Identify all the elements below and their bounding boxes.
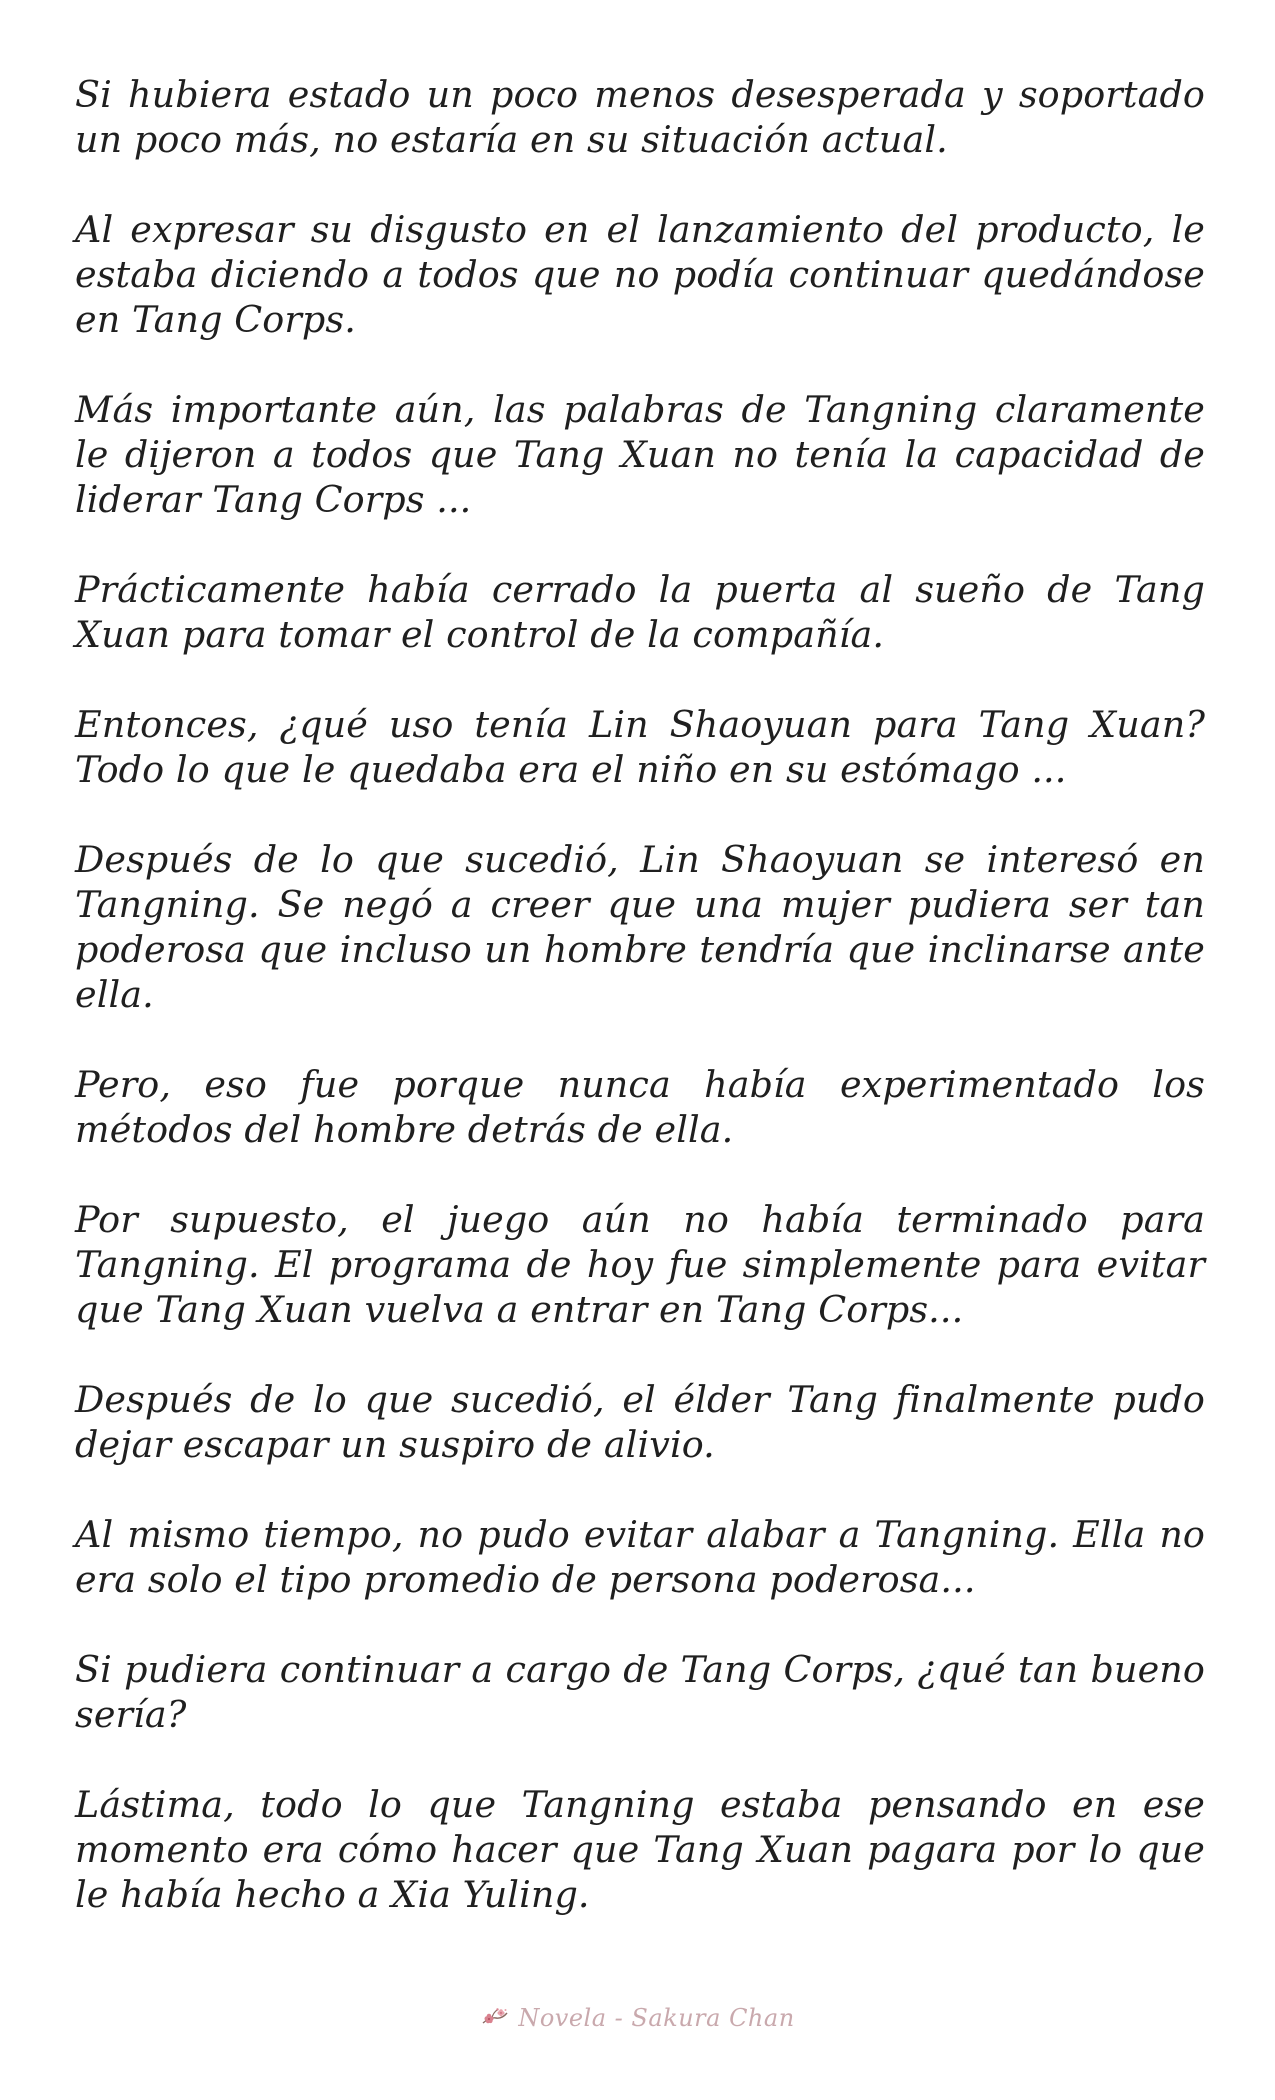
paragraph-5: Entonces, ¿qué uso tenía Lin Shaoyuan para Tang Xuan? Todo lo que le quedaba era el niño en su estómago ... [75,703,1205,791]
text-column [75,72,1205,1962]
paragraph-8: Por supuesto, el juego aún no había terminado para Tangning. El programa de hoy fue simplemente para evitar que Tang Xuan vuelva a entrar en Tang Corps... [75,1198,1205,1331]
paragraph-10: Al mismo tiempo, no pudo evitar alabar a Tangning. Ella no era solo el tipo promedio de persona poderosa... [75,1513,1205,1601]
paragraph-12: Lástima, todo lo que Tangning estaba pensando en ese momento era cómo hacer que Tang Xuan pagara por lo que le había hecho a Xia Yuling. [75,1783,1205,1916]
cherry-blossom-icon [480,2003,510,2033]
paragraph-1: Si hubiera estado un poco menos desesperada y soportado un poco más, no estaría en su situación actual. [75,73,1205,161]
paragraph-4: Prácticamente había cerrado la puerta al sueño de Tang Xuan para tomar el control de la compañía. [75,568,1205,656]
paragraph-7: Pero, eso fue porque nunca había experimentado los métodos del hombre detrás de ella. [75,1063,1205,1151]
paragraph-2: Al expresar su disgusto en el lanzamiento del producto, le estaba diciendo a todos que no podía continuar quedándose en Tang Corps. [75,208,1205,341]
paragraph-9: Después de lo que sucedió, el élder Tang finalmente pudo dejar escapar un suspiro de alivio. [75,1378,1205,1466]
paragraph-11: Si pudiera continuar a cargo de Tang Corps, ¿qué tan bueno sería? [75,1648,1205,1736]
watermark-footer [0,1998,1275,2038]
paragraph-3: Más importante aún, las palabras de Tangning claramente le dijeron a todos que Tang Xuan no tenía la capacidad de liderar Tang Corps ... [75,388,1205,521]
watermark-text: Novela - Sakura Chan [518,2004,795,2032]
paragraph-6: Después de lo que sucedió, Lin Shaoyuan se interesó en Tangning. Se negó a creer que una mujer pudiera ser tan poderosa que incluso un hombre tendría que inclinarse ante ella. [75,838,1205,1016]
